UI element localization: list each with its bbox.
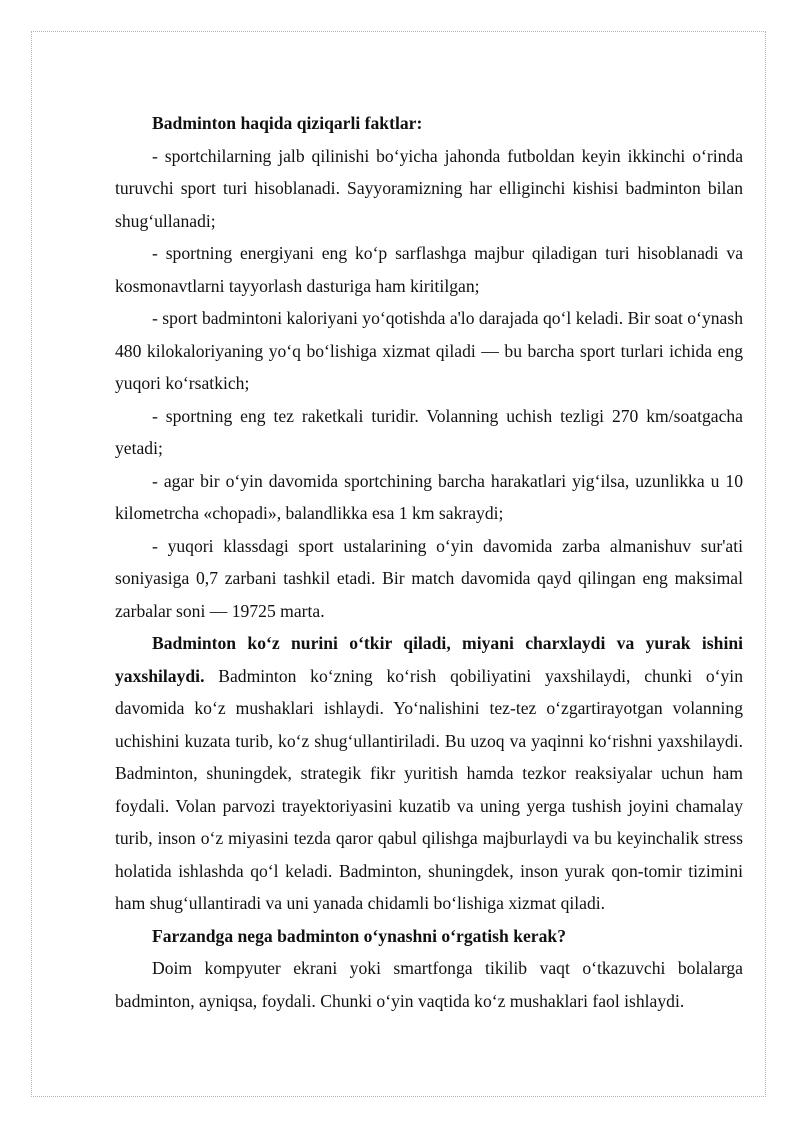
- fact-paragraph: - sportning eng tez raketkali turidir. Volanning uchish tezligi 270 km/soatgacha yetadi;: [115, 405, 743, 458]
- fact-paragraph: - agar bir o‘yin davomida sportchining barcha harakatlari yig‘ilsa, uzunlikka u 10 kilometrcha «chopadi», balandlikka esa 1 km sakraydi;: [115, 470, 743, 523]
- fact-paragraph: - yuqori klassdagi sport ustalarining o‘yin davomida zarba almanishuv sur'ati soniyasiga 0,7 zarbani tashkil etadi. Bir match davomida qayd qilingan eng maksimal zarbalar soni — 19725 marta.: [115, 535, 743, 621]
- document-body: [115, 107, 743, 1017]
- eye-benefits-lead: Badminton ko‘z nurini o‘tkir qiladi, miyani charxlaydi va yurak ishini yaxshilaydi.: [115, 633, 743, 686]
- fact-paragraph: - sport badmintoni kaloriyani yo‘qotishda a'lo darajada qo‘l keladi. Bir soat o‘ynash 480 kilokaloriyaning yo‘q bo‘lishiga xizmat qiladi — bu barcha sport turlari ichida eng yuqori ko‘rsatkich;: [115, 308, 743, 393]
- children-heading: Farzandga nega badminton o‘ynashni o‘rgatish kerak?: [152, 925, 566, 946]
- fact-paragraph: - sportchilarning jalb qilinishi bo‘yicha jahonda futboldan keyin ikkinchi o‘rinda turuvchi sport turi hisoblanadi. Sayyoramizning har elliginchi kishisi badminton bilan shug‘ullanadi;: [115, 145, 743, 231]
- children-paragraph: Doim kompyuter ekrani yoki smartfonga tikilib vaqt o‘tkazuvchi bolalarga badminton, ayniqsa, foydali. Chunki o‘yin vaqtida ko‘z mushaklari faol ishlaydi.: [115, 958, 743, 1011]
- fact-paragraph: - sportning energiyani eng ko‘p sarflashga majbur qiladigan turi hisoblanadi va kosmonavtlarni tayyorlash dasturiga ham kiritilgan;: [115, 243, 743, 296]
- facts-heading: Badminton haqida qiziqarli faktlar:: [152, 113, 423, 133]
- eye-benefits-paragraph: [115, 627, 743, 920]
- eye-benefits-text: Badminton ko‘zning ko‘rish qobiliyatini yaxshilaydi, chunki o‘yin davomida ko‘z mushaklari ishlaydi. Yo‘nalishini tez-tez o‘zgartirayotgan volanning uchishini kuzata turib, ko‘z shug‘ullantiriladi. Bu uzoq va yaqinni ko‘rishni yaxshilaydi. Badminton, shuningdek, strategik fikr yuritish hamda tezkor reaksiyalar uchun ham foydali. Volan parvozi trayektoriyasini kuzatib va uning yerga tushish joyini chamalay turib, inson o‘z miyasini tezda qaror qabul qilishga majburlaydi va bu keyinchalik stress holatida ishlashda qo‘l keladi. Badminton, shuningdek, inson yurak qon-tomir tizimini ham shug‘ullantiradi va uni yanada chidamli bo‘lishiga xizmat qiladi.: [115, 665, 743, 913]
